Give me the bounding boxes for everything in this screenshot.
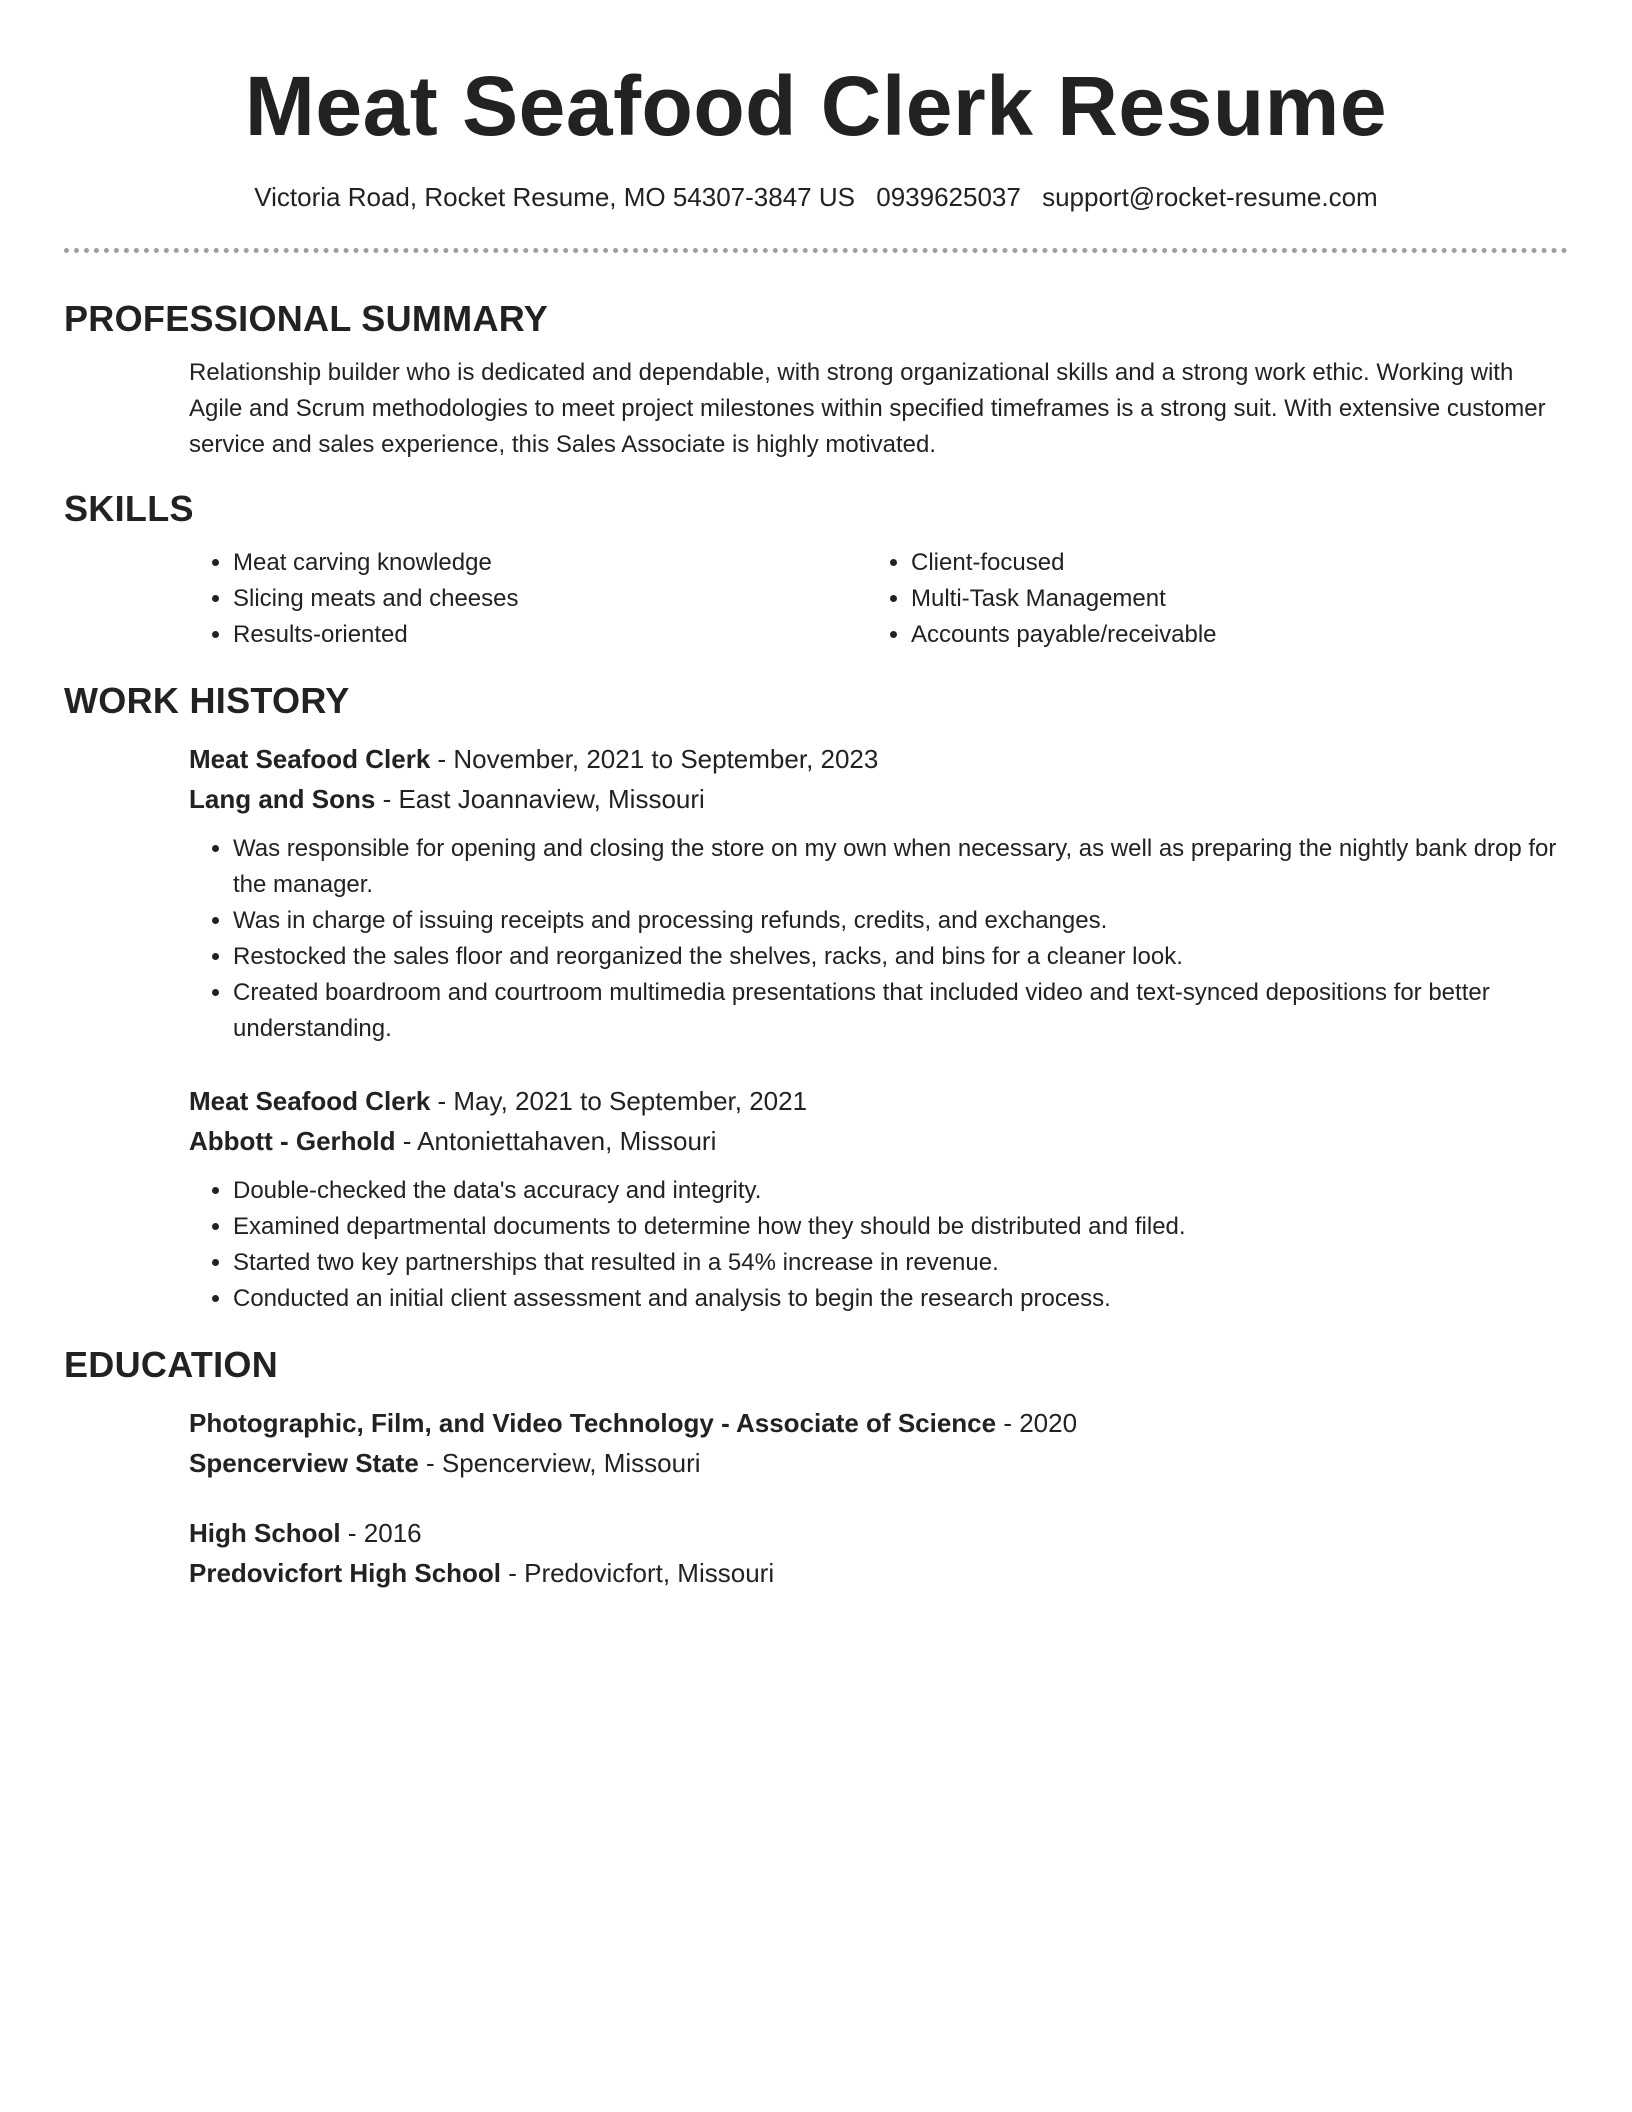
- job-duty: • Conducted an initial client assessment and analysis to begin the research process.: [233, 1281, 1568, 1317]
- job-company: Abbott - Gerhold: [189, 1126, 396, 1156]
- job-duty: • Was in charge of issuing receipts and processing refunds, credits, and exchanges.: [233, 903, 1568, 939]
- job-duty: • Created boardroom and courtroom multimedia presentations that included video and text-synced depositions for better understanding.: [233, 975, 1568, 1047]
- job-company-line: [189, 1121, 1568, 1161]
- summary-text: Relationship builder who is dedicated and dependable, with strong organizational skills and a strong work ethic. Working with Agile and Scrum methodologies to meet project milestones within specified timeframes is a strong suit. With extensive customer service and sales experience, this Sales Associate is highly motivated.: [189, 359, 1546, 458]
- education-entry: [64, 1403, 1568, 1483]
- job-role: Meat Seafood Clerk: [189, 1086, 431, 1116]
- degree-year: - 2020: [996, 1408, 1078, 1438]
- skill-item: • Meat carving knowledge: [233, 545, 867, 581]
- work-history-section: [64, 679, 1568, 1317]
- skills-list-right: [867, 545, 1545, 653]
- job-duty: • Restocked the sales floor and reorganized the shelves, racks, and bins for a cleaner look.: [233, 939, 1568, 975]
- job-company: Lang and Sons: [189, 784, 376, 814]
- contact-email: support@rocket-resume.com: [1042, 182, 1378, 212]
- school-location: - Spencerview, Missouri: [418, 1448, 701, 1478]
- skill-item: • Accounts payable/receivable: [911, 617, 1545, 653]
- job-duty: • Examined departmental documents to determine how they should be distributed and filed.: [233, 1209, 1568, 1245]
- contact-address: Victoria Road, Rocket Resume, MO 54307-3847 US: [254, 182, 855, 212]
- contact-phone: 0939625037: [876, 182, 1021, 212]
- job-location: - East Joannaview, Missouri: [375, 784, 705, 814]
- job-dates: - May, 2021 to September, 2021: [430, 1086, 808, 1116]
- skill-item: • Multi-Task Management: [911, 581, 1545, 617]
- skill-item: • Client-focused: [911, 545, 1545, 581]
- degree-name: Photographic, Film, and Video Technology - Associate of Science: [189, 1408, 997, 1438]
- school-line: [189, 1553, 1568, 1593]
- school-name: Predovicfort High School: [189, 1558, 502, 1588]
- header-divider: [64, 248, 1568, 253]
- skill-item: • Slicing meats and cheeses: [233, 581, 867, 617]
- job-title-line: [189, 1081, 1568, 1121]
- work-history-heading: WORK HISTORY: [64, 680, 350, 721]
- summary-heading: PROFESSIONAL SUMMARY: [64, 298, 549, 339]
- education-section: [64, 1343, 1568, 1593]
- skills-grid: [64, 545, 1568, 653]
- job-duties-list: [189, 831, 1568, 1047]
- job-location: - Antoniettahaven, Missouri: [395, 1126, 717, 1156]
- resume-title: Meat Seafood Clerk Resume: [244, 59, 1388, 153]
- job-title-line: [189, 739, 1568, 779]
- skills-list-left: [189, 545, 867, 653]
- job-duty: • Started two key partnerships that resulted in a 54% increase in revenue.: [233, 1245, 1568, 1281]
- skills-heading: SKILLS: [64, 488, 194, 529]
- education-heading: EDUCATION: [64, 1344, 279, 1385]
- job-company-line: [189, 779, 1568, 819]
- contact-line: [64, 180, 1568, 214]
- school-name: Spencerview State: [189, 1448, 419, 1478]
- job-duty: • Was responsible for opening and closing the store on my own when necessary, as well as preparing the nightly bank drop for the manager.: [233, 831, 1568, 903]
- job-entry: [64, 1081, 1568, 1317]
- degree-year: - 2016: [340, 1518, 422, 1548]
- job-duties-list: [189, 1173, 1568, 1317]
- summary-section: [64, 297, 1568, 463]
- degree-name: High School: [189, 1518, 341, 1548]
- job-entry: [64, 739, 1568, 1047]
- education-entry: [64, 1513, 1568, 1593]
- skill-item: • Results-oriented: [233, 617, 867, 653]
- school-line: [189, 1443, 1568, 1483]
- degree-line: [189, 1513, 1568, 1553]
- job-duty: • Double-checked the data's accuracy and integrity.: [233, 1173, 1568, 1209]
- degree-line: [189, 1403, 1568, 1443]
- job-role: Meat Seafood Clerk: [189, 744, 431, 774]
- school-location: - Predovicfort, Missouri: [501, 1558, 775, 1588]
- job-dates: - November, 2021 to September, 2023: [430, 744, 879, 774]
- skills-section: [64, 487, 1568, 653]
